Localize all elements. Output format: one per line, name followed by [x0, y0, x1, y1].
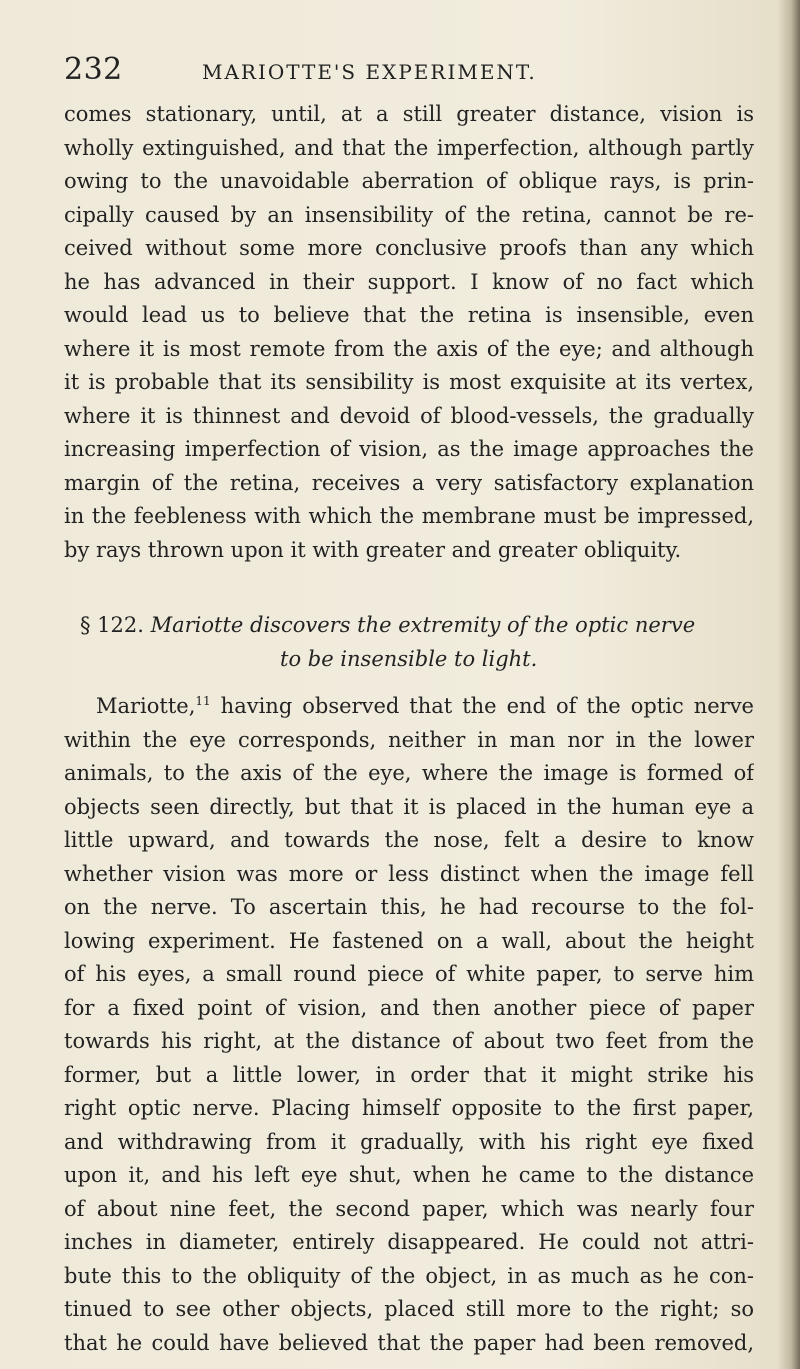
text-line: owing to the unavoidable aberration of oblique rays, is prin-: [64, 169, 754, 193]
text-line: of his eyes, a small round piece of white paper, to serve him: [64, 962, 754, 986]
text-line-first: [64, 690, 754, 724]
text-line: bute this to the obliquity of the object, in as much as he con-: [64, 1263, 754, 1288]
text-line: he has advanced in their support. I know of no fact which: [64, 269, 754, 294]
text-line: increasing imperfection of vision, as the image approaches the: [64, 437, 754, 461]
text-line: wholly extinguished, and that the imperfection, although partly: [64, 135, 754, 160]
text-line: cipally caused by an insensibility of the retina, cannot be re-: [64, 202, 754, 227]
text-line: right optic nerve. Placing himself opposite to the first paper,: [64, 1096, 754, 1120]
text-line: would lead us to believe that the retina is insensible, even: [64, 303, 754, 327]
page-number: 232: [64, 52, 123, 87]
first-word: Mariotte,: [96, 694, 196, 718]
text-line: tinued to see other objects, placed still more to the right; so: [64, 1297, 754, 1321]
text-line: lowing experiment. He fastened on a wall, about the height: [64, 928, 754, 953]
spacer: [64, 567, 754, 609]
text-line: margin of the retina, receives a very satisfactory explanation: [64, 470, 754, 495]
page-header: [64, 52, 754, 88]
text-line: for a fixed point of vision, and then another piece of paper: [64, 995, 754, 1020]
section-heading-line-2: [64, 643, 754, 677]
section-heading-line-1: [64, 609, 754, 643]
section-title-part-1: Mariotte discovers the extremity of the optic nerve: [150, 613, 696, 637]
text-line: where it is most remote from the axis of the eye; and although: [64, 336, 754, 361]
page-edge-shadow: [778, 0, 800, 1369]
text-line: on the nerve. To ascertain this, he had recourse to the fol-: [64, 895, 754, 919]
text-line: upon it, and his left eye shut, when he came to the distance: [64, 1163, 754, 1187]
text-line: of about nine feet, the second paper, which was nearly four: [64, 1196, 754, 1221]
footnote-ref[interactable]: 11: [195, 694, 211, 708]
first-line-rest: having observed that the end of the optic nerve: [210, 694, 754, 718]
section-heading: [64, 609, 754, 676]
text-line: and withdrawing from it gradually, with his right eye fixed: [64, 1129, 754, 1154]
text-line: by rays thrown upon it with greater and greater obliquity.: [64, 537, 682, 562]
section-number: § 122.: [80, 613, 144, 637]
text-line: towards his right, at the distance of about two feet from the: [64, 1029, 754, 1053]
paragraph-1: [64, 98, 754, 567]
text-line: it is probable that its sensibility is most exquisite at its vertex,: [64, 370, 754, 394]
text-line: whether vision was more or less distinct when the image fell: [64, 861, 754, 886]
text-line: that he could have believed that the paper had been removed,: [64, 1330, 754, 1355]
running-head: MARIOTTE'S EXPERIMENT.: [202, 60, 537, 84]
text-line: little upward, and towards the nose, felt a desire to know: [64, 828, 754, 852]
text-line: inches in diameter, entirely disappeared. He could not attri-: [64, 1230, 754, 1254]
body-text: [64, 98, 754, 1360]
text-line: where it is thinnest and devoid of blood-vessels, the gradually: [64, 403, 754, 428]
section-title-part-2: to be insensible to light.: [280, 646, 538, 671]
text-line: former, but a little lower, in order that it might strike his: [64, 1062, 754, 1087]
text-line: within the eye corresponds, neither in man nor in the lower: [64, 727, 754, 752]
text-line: objects seen directly, but that it is placed in the human eye a: [64, 794, 754, 819]
spacer: [64, 676, 754, 690]
text-line: comes stationary, until, at a still greater distance, vision is: [64, 102, 754, 126]
text-line: animals, to the axis of the eye, where the image is formed of: [64, 761, 754, 785]
paragraph-2: [64, 690, 754, 1360]
text-line: in the feebleness with which the membrane must be impressed,: [64, 504, 754, 528]
text-line: ceived without some more conclusive proofs than any which: [64, 236, 754, 260]
